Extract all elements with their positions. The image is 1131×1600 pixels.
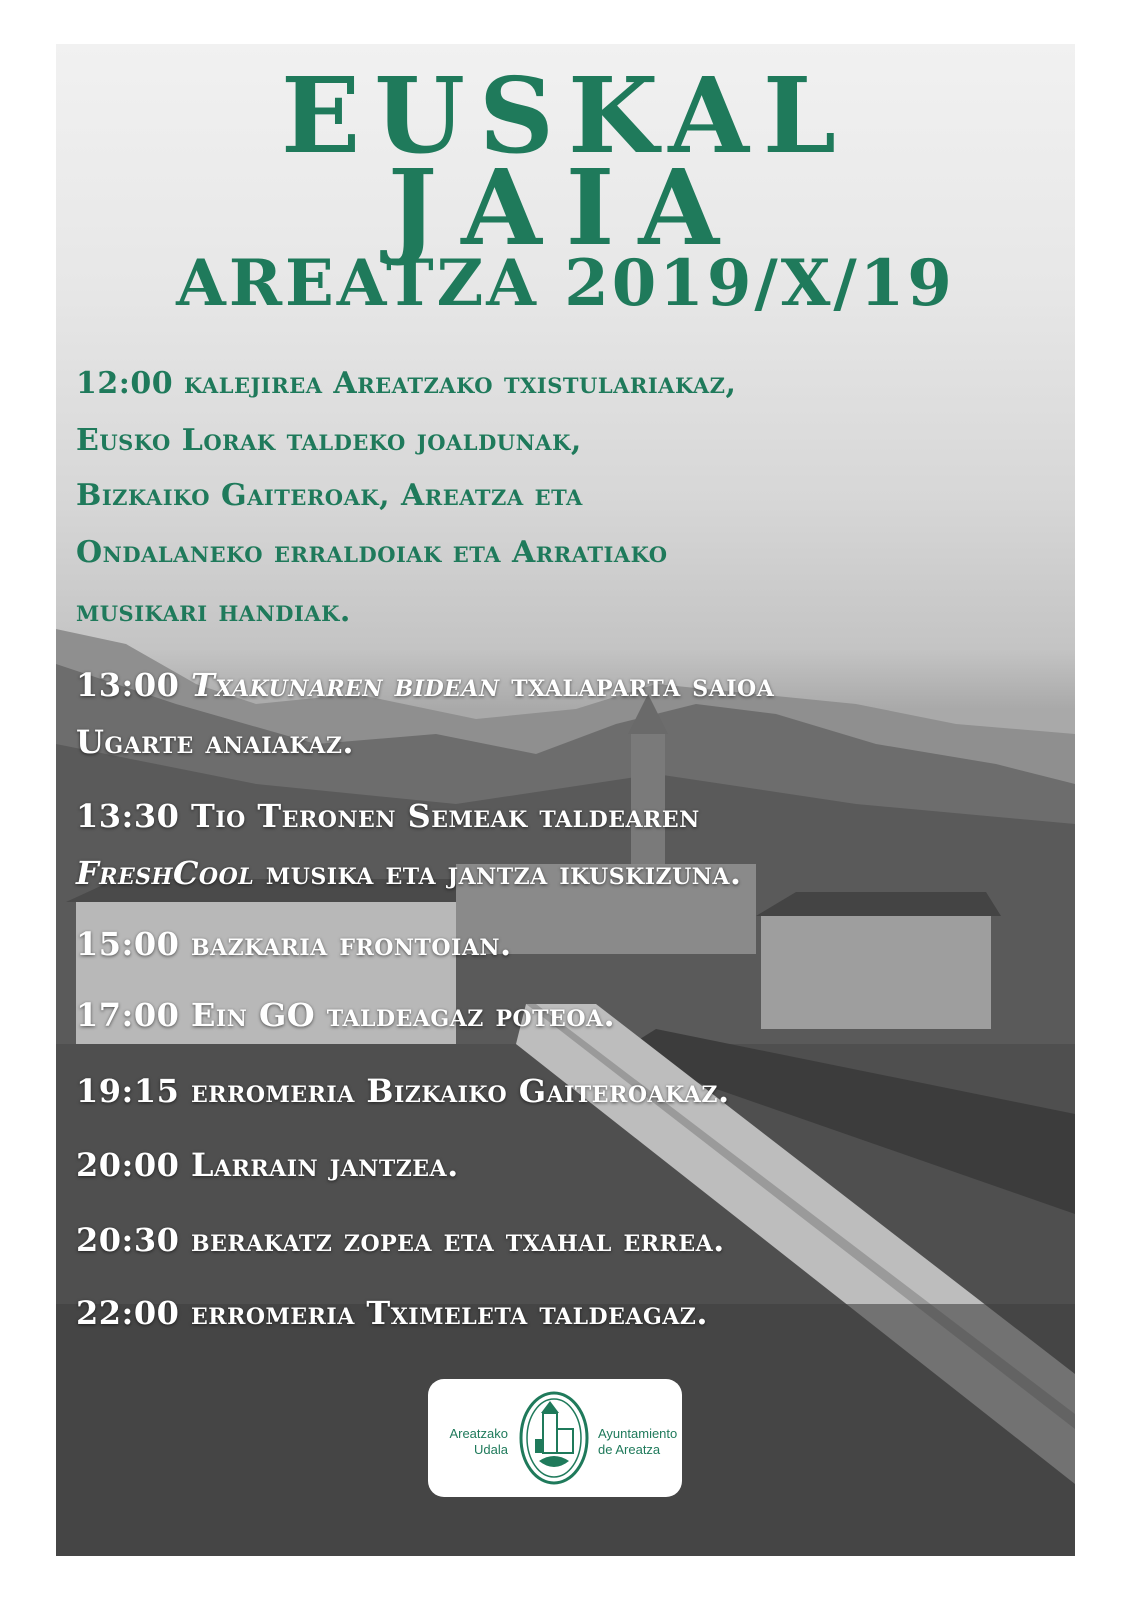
event-title-italic: Txakunaren bidean bbox=[191, 666, 500, 704]
coat-of-arms-icon bbox=[517, 1389, 591, 1487]
event-title-italic: FreshCool bbox=[76, 854, 255, 892]
event-1330: 13:30 Tio Teronen Semeak taldearen bbox=[76, 797, 700, 835]
event-1700: 17:00 Ein GO taldeagaz poteoa. bbox=[76, 996, 616, 1034]
logo-text-basque: Areatzako Udala bbox=[449, 1426, 508, 1457]
program-line: 12:00 kalejirea Areatzako txistulariakaz, bbox=[76, 366, 737, 401]
event-1915: 19:15 erromeria Bizkaiko Gaiteroakaz. bbox=[76, 1072, 730, 1110]
program-line: Eusko Lorak taldeko joaldunak, bbox=[76, 423, 582, 458]
event-2200: 22:00 erromeria Tximeleta taldeagaz. bbox=[76, 1294, 709, 1332]
logo-text-spanish: Ayuntamiento de Areatza bbox=[598, 1426, 678, 1457]
event-1300-line2: Ugarte anaiakaz. bbox=[76, 723, 355, 761]
program-line: musikari handiak. bbox=[76, 594, 351, 629]
event-1330-line2 bbox=[76, 854, 742, 892]
event-2030: 20:30 berakatz zopea eta txahal errea. bbox=[76, 1221, 725, 1259]
town-hall-logo bbox=[428, 1379, 682, 1497]
program-line: Ondalaneko erraldoiak eta Arratiako bbox=[76, 535, 668, 570]
event-text: txalaparta saioa bbox=[511, 666, 775, 704]
poster bbox=[56, 44, 1075, 1556]
program-line: Bizkaiko Gaiteroak, Areatza eta bbox=[76, 478, 583, 513]
event-time: 13:00 bbox=[76, 666, 180, 704]
title-line-areatza-date: AREATZA 2019/X/19 bbox=[176, 246, 955, 321]
event-1500: 15:00 bazkaria frontoian. bbox=[76, 925, 512, 963]
event-1300 bbox=[76, 666, 775, 704]
event-text: musika eta jantza ikuskizuna. bbox=[265, 854, 742, 892]
event-2000: 20:00 Larrain jantzea. bbox=[76, 1146, 459, 1184]
title-line-jaia: JAIA bbox=[387, 146, 744, 269]
title-line-euskal: EUSKAL bbox=[280, 54, 851, 177]
